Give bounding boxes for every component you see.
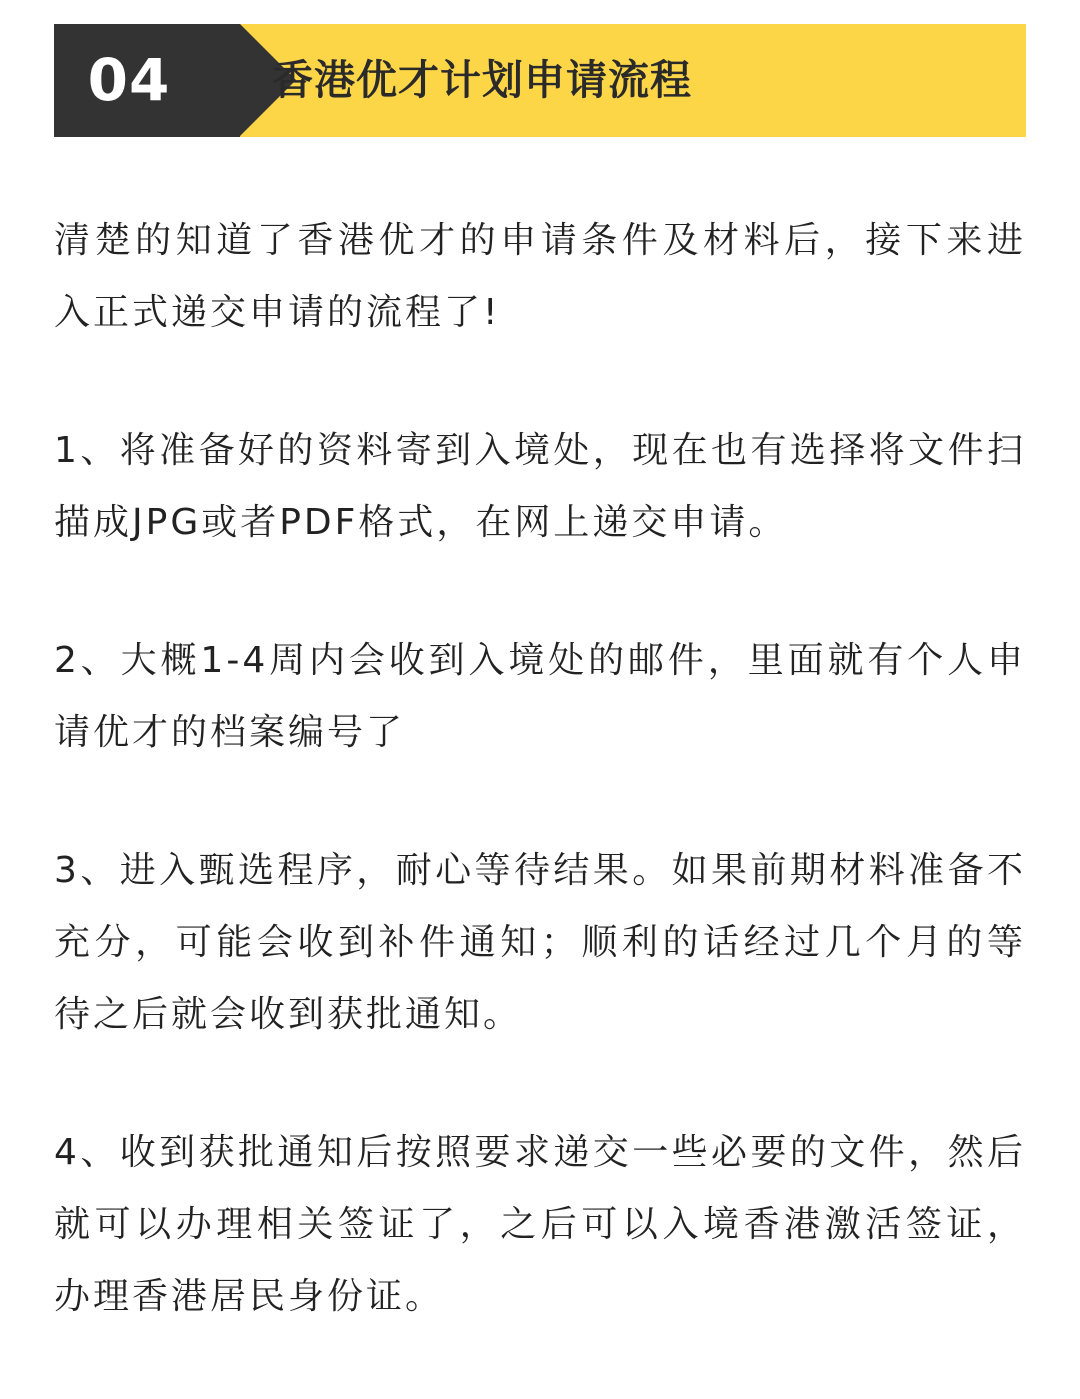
- section-number-block: [54, 24, 240, 137]
- step-3-paragraph: 3、进入甄选程序，耐心等待结果。如果前期材料准备不充分，可能会收到补件通知；顺利的话经过几个月的等待之后就会收到获批通知。: [54, 850, 1026, 1035]
- section-number: 04: [87, 46, 171, 114]
- step-1-paragraph: 1、将准备好的资料寄到入境处，现在也有选择将文件扫描成JPG或者PDF格式，在网上递交申请。: [54, 430, 1026, 543]
- section-title: 香港优才计划申请流程: [272, 56, 692, 104]
- section-header: [54, 24, 1026, 137]
- intro-paragraph: 清楚的知道了香港优才的申请条件及材料后，接下来进入正式递交申请的流程了!: [54, 220, 1026, 333]
- step-2-paragraph: 2、大概1-4周内会收到入境处的邮件，里面就有个人申请优才的档案编号了: [54, 640, 1026, 753]
- step-4-paragraph: 4、收到获批通知后按照要求递交一些必要的文件，然后就可以办理相关签证了，之后可以入境香港激活签证，办理香港居民身份证。: [54, 1132, 1026, 1317]
- article-body: [54, 205, 1026, 1399]
